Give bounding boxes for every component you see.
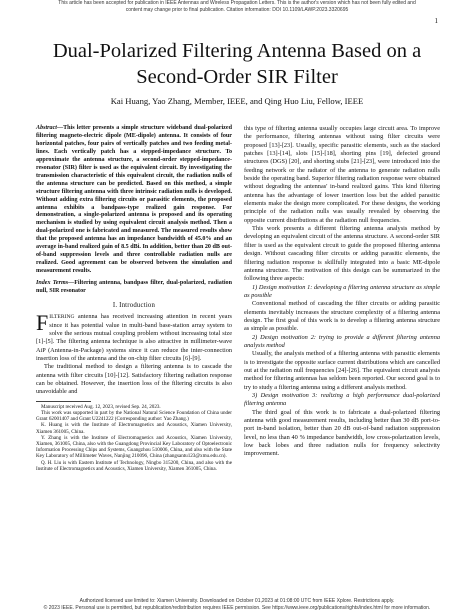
footnote-author-huang: K. Huang is with the Institute of Electromagnetics and Acoustics, Xiamen University, Xiamen 361005, China. xyxy=(36,422,232,435)
index-terms-label: Index Terms xyxy=(36,280,69,287)
intro-smallcaps: ILTERING xyxy=(49,314,75,321)
intro-paragraph-1 xyxy=(36,310,232,363)
abstract xyxy=(36,125,232,276)
title-line-2: Second-Order SIR Filter xyxy=(136,66,338,88)
intro-paragraph-2: The traditional method to design a filtering antenna is to cascade the antenna with filter circuits [10]-[12]. Satisfactory filtering radiation response can be obtained. However, the insertion loss of the filtering circuits is also unavoidable and xyxy=(36,363,232,396)
section-heading-introduction: I. Introduction xyxy=(112,302,156,310)
right-paragraph-1: this type of filtering antenna usually occupies large circuit area. To improve the performance, filtering antennas without using filter circuits were proposed [13]-[23]. Usually, specific parasitic elements, such as the stacked patches [13]-[14], slots [15]-[18], shorting pins [19], defected ground structures (DGS) [20], and shorting stubs [21]-[23], were introduced into the feeding network or the radiator of the antenna to generate radiation nulls beside the operating band. Superior filtering radiation response were obtained without degrading the antennas' in-band realized gains. This kind filtering antenna has the advantage of lower insertion loss but the added parasitic elements make the design more complicated. For these designs, the working principle of the radiation nulls was usually revealed by observing the opposite current distributions at the radiation null frequencies. xyxy=(244,125,440,224)
motivation-2-heading: 2) Design motivation 2: trying to provide a different filtering antenna analysis method xyxy=(244,333,440,349)
footer-line-2: © 2023 IEEE. Personal use is permitted, but republication/redistribution requires IEEE permission. See https://www.ieee.org/publications/rights/index.html for more information. xyxy=(43,604,431,611)
right-column xyxy=(244,125,440,459)
right-paragraph-2: This work presents a different filtering antenna analysis method by developing an equivalent circuit of the antenna structure. A second-order SIR filter is used as the equivalent circuit to guide the proposed filtering antenna design. Without cascading filter circuits or adding parasitic elements, the filtering radiation response is skillfully integrated into a basic ME-dipole antenna structure. The motivation of this design can be summarized in the following three aspects: xyxy=(244,225,440,283)
footnote-author-liu: Q. H. Liu is with Eastern Institute of Technology, Ningbo 315200, China, and also with the Institute of Electromagnetics and Acoustics, Xiamen University, Xiamen 361005, China. xyxy=(36,459,232,472)
author-list: Kai Huang, Yao Zhang, Member, IEEE, and Qing Huo Liu, Fellow, IEEE xyxy=(110,96,364,106)
footnote-rule xyxy=(36,401,91,402)
paper-title xyxy=(20,38,454,90)
footnote-author-zhang: Y. Zhang is with the Institute of Electromagnetics and Acoustics, Xiamen University, Xiamen, 361005, China, also with the Guangdong Provincial Key Laboratory of Optoelectronic Information Processing Chips and Systems, Guangzhou 510006, China, and also with the State Key Laboratory of Millimeter Waves, Nanjing 210096, China (zhangsantu123@xmu.edu.cn). xyxy=(36,434,232,460)
motivation-2-text: Usually, the analysis method of a filtering antenna with parasitic elements is to investigate the opposite surface current distributions which are cancelled out at the radiation null frequencies [24]-[26]. The equivalent circuit analysis method for filtering antennas has seldom been reported. Our second goal is to try to study a filtering antenna using a different analysis method. xyxy=(244,350,440,391)
abstract-text: —This letter presents a simple structure wideband dual-polarized filtering magneto-electric dipole (ME-dipole) antenna. It consists of four horizontal patches, four pairs of vertically patches and two feeding metal-lines. Each vertically patch has a stepped-impedance structure. To approximate the antenna structure, a second-order stepped-impedance-resonator (SIR) filter is used as the equivalent circuit. By investigating the transmission characteristic of this equivalent circuit, the radiation nulls of the antenna structure can be predicted. Based on this method, a simple structure filtering antenna with three intrinsic radiation nulls is developed. Without adding extra filtering circuits or parasitic elements, the proposed antenna exhibits a bandpass-type realized gain response. For demonstration, a single-polarized antenna is proposed and its operating mechanism is studied by using equivalent circuit analysis method. Then a dual-polarized one is fabricated and measured. The measured results show that the proposed antenna has an impedance bandwidth of 45.0% and an average in-band realized gain of 8.5 dBi. In addition, better than 20 dB out-of-band suppression levels and three controllable radiation nulls are realized. Good agreement can be observed between the simulation and measurement results. xyxy=(36,125,232,275)
banner-line-2: content may change prior to final publication. Citation information: DOI 10.1109/LAWP.2023.3320695 xyxy=(125,7,349,13)
motivation-1-text: Conventional method of cascading the filter circuits or adding parasitic elements inevitably increases the structure complexity of a filtering antenna design. The first goal of this work is to develop a filtering antenna structure as simple as possible. xyxy=(244,300,440,333)
motivation-3-text: The third goal of this work is to fabricate a dual-polarized filtering antenna with good measurement results, including better than 30 dB port-to-port in-band isolation, better than 20 dB out-of-band radiation suppression level, no less than 40 % impedance bandwidth, low cross-polarization levels, low back lobes and three radiation nulls for frequency selectivity improvement. xyxy=(244,408,440,458)
page-footer xyxy=(0,598,474,611)
motivation-1-heading: 1) Design motivation 1: developing a filtering antenna structure as simple as possible xyxy=(244,283,440,299)
footnote-funding: This work was supported in part by the National Natural Science Foundation of China under Grant 62001407 and Grant U2241222 (Corresponding author: Yao Zhang.) xyxy=(36,410,232,423)
footer-line-1: Authorized licensed use limited to: Xiamen University. Downloaded on October 01,2023 at 01:08:00 UTC from IEEE Xplore. Restrictions apply. xyxy=(79,598,395,604)
title-line-1: Dual-Polarized Filtering Antenna Based on a xyxy=(52,40,422,62)
index-terms-text: —Filtering antenna, bandpass filter, dual-polarized, radiation null, SIR resonator xyxy=(36,280,232,295)
page-number: 1 xyxy=(434,17,438,25)
banner-line-1: This article has been accepted for publication in IEEE Antennas and Wireless Propagation Letters. This is the author's version which has not been fully edited and xyxy=(58,0,416,6)
abstract-label: Abstract xyxy=(36,125,57,131)
footnote-manuscript: Manuscript received Aug. 12, 2023, revised Sep. 24, 2023. xyxy=(41,403,161,410)
motivation-3-heading: 3) Design motivation 3: realizing a high performance dual-polarized filtering antenna xyxy=(244,392,440,408)
left-column xyxy=(36,125,232,472)
index-terms xyxy=(36,280,232,296)
intro-paragraph-1-text: antenna has received increasing attention in recent years since it has potential value in multi-band base-station array system to solve the serious mutual coupling problem without increasing total size [1]-[5]. The filtering antenna technique is also attractive in millimeter-wave AiP (Antenna-in-Package) systems since it can reduce the inter-connection insertion loss of the antenna and the on-chip filter circuits [6]-[9]. xyxy=(36,313,232,363)
drop-cap: F xyxy=(36,310,49,336)
publication-banner xyxy=(0,0,474,14)
